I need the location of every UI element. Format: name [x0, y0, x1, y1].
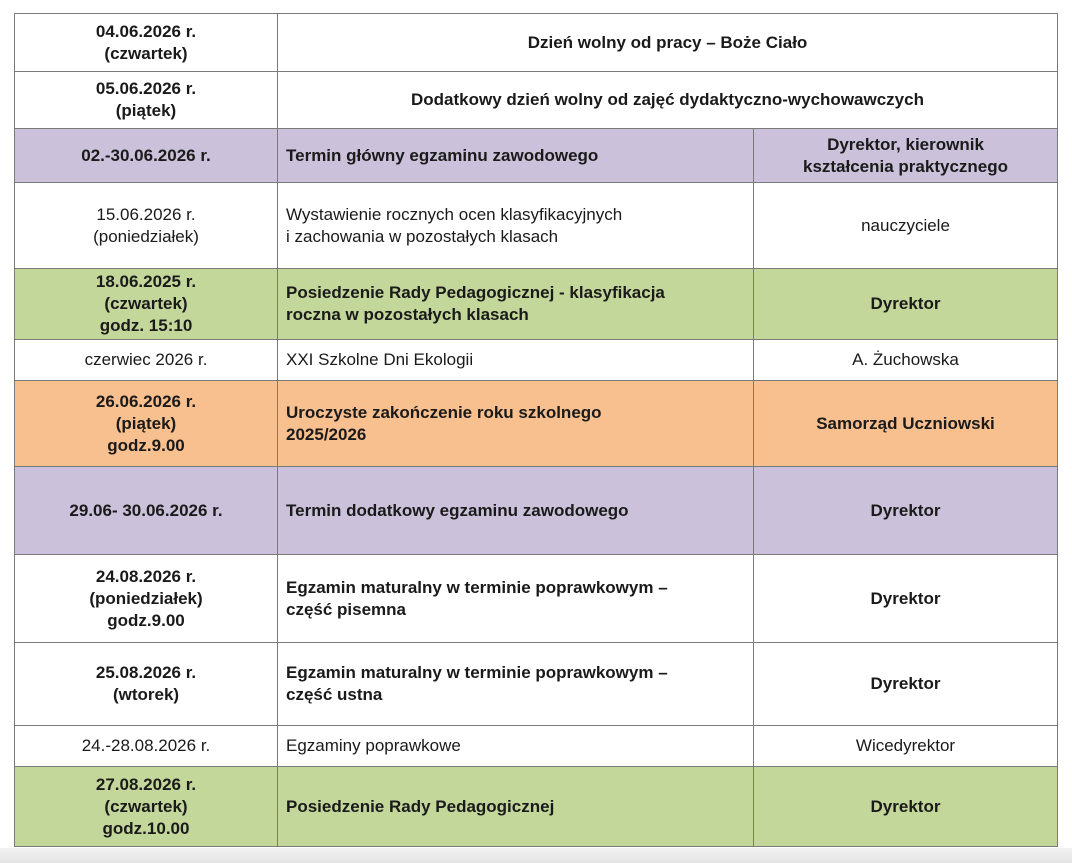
- event-cell: [278, 643, 754, 726]
- date-cell: [15, 72, 278, 129]
- responsible-cell: [754, 467, 1058, 555]
- table-row: [15, 555, 1058, 643]
- schedule-rows: [15, 14, 1058, 847]
- event-cell: [278, 555, 754, 643]
- event-cell: [278, 381, 754, 467]
- table-row: [15, 381, 1058, 467]
- date-cell-line: 29.06- 30.06.2026 r.: [69, 500, 223, 520]
- date-cell-line: godz.9.00: [107, 435, 185, 455]
- table-row: [15, 14, 1058, 72]
- responsible-cell-line: kształcenia praktycznego: [802, 156, 1009, 176]
- responsible-cell-line: Dyrektor, kierownik: [827, 134, 984, 154]
- event-cell-line: Wystawienie rocznych ocen klasyfikacyjnych: [286, 204, 623, 224]
- event-cell-line: i zachowania w pozostałych klasach: [286, 226, 559, 246]
- event-cell-line: XXI Szkolne Dni Ekologii: [286, 350, 474, 369]
- date-cell-line: (poniedziałek): [89, 588, 203, 608]
- date-cell-line: 02.-30.06.2026 r.: [81, 145, 211, 165]
- event-cell-line: roczna w pozostałych klasach: [286, 305, 529, 324]
- event-cell-line: Posiedzenie Rady Pedagogicznej: [286, 796, 555, 816]
- responsible-cell: [754, 340, 1058, 381]
- date-cell-line: 27.08.2026 r.: [95, 774, 197, 794]
- date-cell-line: 24.-28.08.2026 r.: [81, 736, 211, 755]
- date-cell-line: (czwartek): [104, 294, 188, 313]
- date-cell-line: czerwiec 2026 r.: [84, 350, 208, 369]
- responsible-cell: [754, 381, 1058, 467]
- date-cell-line: 24.08.2026 r.: [95, 566, 197, 586]
- event-cell-line: Egzamin maturalny w terminie poprawkowym –: [286, 663, 668, 682]
- responsible-cell: [754, 643, 1058, 726]
- table-row: [15, 340, 1058, 381]
- date-cell-line: (czwartek): [104, 796, 188, 816]
- table-row: [15, 767, 1058, 847]
- table-row: [15, 269, 1058, 340]
- date-cell: [15, 555, 278, 643]
- date-cell-line: 04.06.2026 r.: [95, 21, 197, 41]
- responsible-cell: [754, 129, 1058, 183]
- responsible-cell: [754, 183, 1058, 269]
- table-row: [15, 129, 1058, 183]
- table-row: [15, 643, 1058, 726]
- responsible-cell-line: nauczyciele: [861, 215, 950, 235]
- responsible-cell-line: Dyrektor: [870, 500, 941, 520]
- responsible-cell: [754, 555, 1058, 643]
- date-cell-line: (wtorek): [112, 685, 180, 704]
- responsible-cell: [754, 269, 1058, 340]
- event-cell-line: 2025/2026: [286, 424, 367, 444]
- responsible-cell-line: Wicedyrektor: [855, 736, 956, 755]
- date-cell-line: godz.9.00: [107, 610, 185, 630]
- date-cell: [15, 467, 278, 555]
- responsible-cell-line: Dyrektor: [870, 294, 941, 313]
- date-cell-line: (poniedziałek): [93, 226, 199, 246]
- event-cell-line: Termin dodatkowy egzaminu zawodowego: [286, 500, 629, 520]
- date-cell-line: 18.06.2025 r.: [95, 272, 197, 291]
- date-cell-line: 15.06.2026 r.: [96, 204, 196, 224]
- table-row: [15, 183, 1058, 269]
- responsible-cell: [754, 767, 1058, 847]
- event-cell: [278, 72, 1058, 129]
- date-cell-line: (piątek): [115, 101, 177, 120]
- date-cell-line: 26.06.2026 r.: [95, 391, 197, 411]
- table-row: [15, 72, 1058, 129]
- date-cell: [15, 183, 278, 269]
- event-cell: [278, 269, 754, 340]
- event-cell: [278, 467, 754, 555]
- schedule-table: [14, 13, 1058, 847]
- responsible-cell-line: A. Żuchowska: [852, 350, 959, 369]
- responsible-cell-line: Dyrektor: [870, 796, 941, 816]
- date-cell: [15, 767, 278, 847]
- event-cell-line: część pisemna: [286, 599, 407, 619]
- date-cell: [15, 726, 278, 767]
- date-cell: [15, 14, 278, 72]
- table-row: [15, 467, 1058, 555]
- event-cell: [278, 726, 754, 767]
- responsible-cell-line: Dyrektor: [870, 674, 941, 693]
- event-cell: [278, 129, 754, 183]
- event-cell-line: Egzaminy poprawkowe: [286, 736, 461, 755]
- event-cell-line: Dzień wolny od pracy – Boże Ciało: [527, 32, 808, 52]
- event-cell-line: Uroczyste zakończenie roku szkolnego: [286, 402, 602, 422]
- date-cell-line: godz.10.00: [102, 818, 190, 838]
- event-cell-line: Posiedzenie Rady Pedagogicznej - klasyfikacja: [286, 283, 665, 302]
- date-cell-line: (piątek): [115, 413, 177, 433]
- event-cell-line: Egzamin maturalny w terminie poprawkowym –: [286, 577, 668, 597]
- event-cell-line: Termin główny egzaminu zawodowego: [286, 145, 599, 165]
- responsible-cell-line: Dyrektor: [870, 588, 941, 608]
- table-row: [15, 726, 1058, 767]
- date-cell-line: (czwartek): [104, 43, 188, 63]
- date-cell-line: 25.08.2026 r.: [95, 663, 197, 682]
- responsible-cell-line: Samorząd Uczniowski: [816, 413, 995, 433]
- date-cell: [15, 643, 278, 726]
- responsible-cell: [754, 726, 1058, 767]
- date-cell: [15, 381, 278, 467]
- date-cell-line: godz. 15:10: [99, 316, 193, 335]
- date-cell-line: 05.06.2026 r.: [95, 79, 197, 98]
- event-cell: [278, 183, 754, 269]
- schedule-sheet: [14, 13, 1058, 847]
- event-cell-line: część ustna: [286, 685, 383, 704]
- date-cell: [15, 340, 278, 381]
- event-cell: [278, 767, 754, 847]
- page-bottom-edge: [0, 848, 1072, 863]
- date-cell: [15, 269, 278, 340]
- event-cell: [278, 14, 1058, 72]
- event-cell: [278, 340, 754, 381]
- event-cell-line: Dodatkowy dzień wolny od zajęć dydaktyczno-wychowawczych: [411, 90, 924, 109]
- date-cell: [15, 129, 278, 183]
